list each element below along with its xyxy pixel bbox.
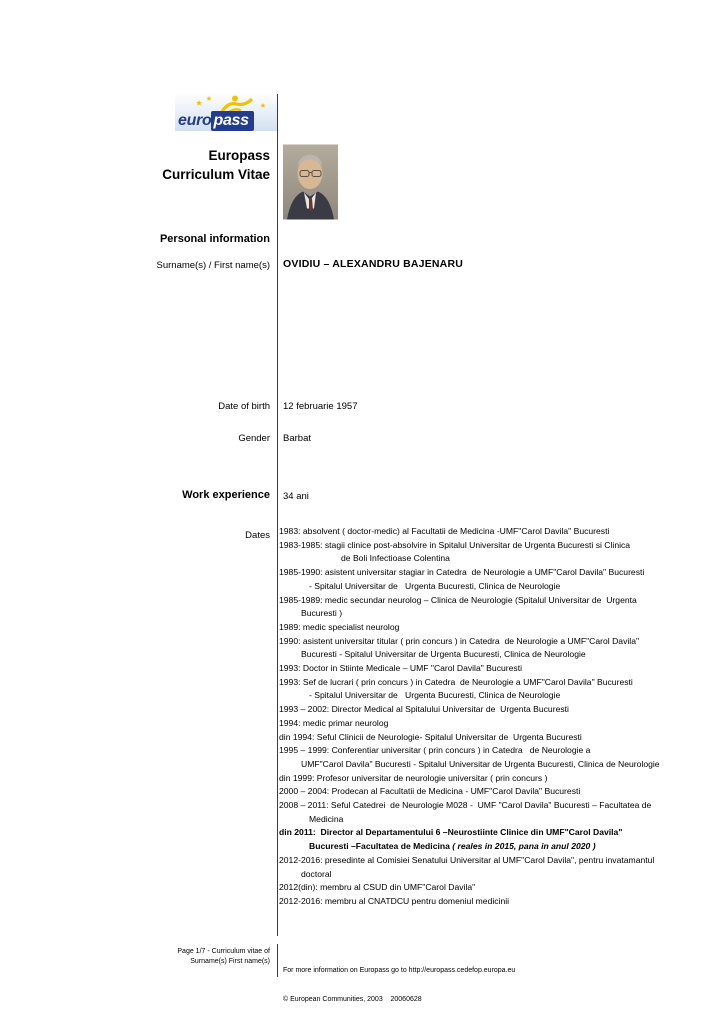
gender-value: Barbat [283,433,311,444]
work-experience-line: 1993: Doctor in Stiinte Medicale – UMF "Carol Davila" Bucuresti [279,663,523,674]
logo-pass-text: pass [211,111,253,131]
surname-firstname-label: Surname(s) / First name(s) [156,260,270,271]
work-experience-line: 1990: asistent universitar titular ( prin concurs ) in Catedra de Neurologie a UMF"Carol Davila" [279,635,640,646]
work-experience-line: 1983-1985: stagii clinice post-absolvire in Spitalul Universitar de Urgenta Bucuresti si Clinica [279,539,631,550]
work-experience-line: de Boli Infectioase Colentina [341,553,450,564]
work-experience-line: Bucuresti - Spitalul Universitar de Urgenta Bucuresti, Clinica de Neurologie [301,649,586,660]
footer-more-info-text: For more information on Europass go to [283,967,409,974]
work-experience-line: 1994: medic primar neurolog [279,717,389,728]
footer-page-number-line: Page 1/7 - Curriculum vitae of [177,948,270,955]
column-divider-line [277,94,278,936]
age-value: 34 ani [283,491,309,502]
surname-firstname-value: OVIDIU – ALEXANDRU BAJENARU [283,258,464,270]
date-of-birth-value: 12 februarie 1957 [283,401,358,412]
document-title [0,147,270,184]
gender-label: Gender [238,433,270,444]
work-experience-line: UMF"Carol Davila" Bucuresti - Spitalul Universitar de Urgenta Bucuresti, Clinica de Neurologie [301,758,660,769]
footer-name-line: Surname(s) First name(s) [190,957,270,965]
profile-photo [283,144,338,220]
work-experience-line: 1985-1989: medic secundar neurolog – Clinica de Neurologie (Spitalul Universitar de Urgenta [279,594,637,605]
work-experience-line: Bucuresti –Facultatea de Medicina ( reales in 2015, pana in anul 2020 ) [309,841,596,852]
portrait-image [283,144,338,220]
footer-copyright-line: © European Communities, 2003 20060628 [283,995,422,1003]
work-experience-line: doctoral [301,868,332,879]
work-experience-line: 1989: medic specialist neurolog [279,621,400,632]
footer-divider-line [277,944,278,977]
work-experience-line: 1983: absolvent ( doctor-medic) al Facultatii de Medicina -UMF"Carol Davila" Bucuresti [279,526,610,536]
footer-page-info [0,947,270,966]
footer-info [283,947,515,1023]
europass-wordmark [178,113,254,129]
work-experience-line: 2008 – 2011: Seful Catedrei de Neurologie M028 - UMF "Carol Davila" Bucuresti – Facultatea de [279,800,652,811]
work-experience-line: 1995 – 1999: Conferentiar universitar ( prin concurs ) in Catedra de Neurologie a [279,745,591,756]
work-experience-line: din 2011: Director al Departamentului 6 –Neurostiinte Clinice din UMF"Carol Davila" [279,827,623,838]
work-experience-line: Bucuresti ) [301,608,343,619]
work-experience-line: din 1999: Profesor universitar de neurologie universitar ( prin concurs ) [279,772,548,783]
work-experience-list [279,525,719,909]
work-experience-line: 2012(din): membru al CSUD din UMF"Carol Davila" [279,882,476,893]
dates-label: Dates [245,530,270,541]
work-experience-line: - Spitalul Universitar de Urgenta Bucuresti, Clinica de Neurologie [309,580,561,591]
work-experience-line: 2012-2016: presedinte al Comisiei Senatului Universitar al UMF"Carol Davila", pentru invatamantul [279,854,655,865]
work-experience-line: - Spitalul Universitar de Urgenta Bucuresti, Clinica de Neurologie [309,690,561,701]
work-experience-line: 2000 – 2004: Prodecan al Facultatii de Medicina - UMF"Carol Davila" Bucuresti [279,786,581,797]
work-experience-line: 2012-2016: membru al CNATDCU pentru domeniul medicinii [279,895,510,906]
date-of-birth-label: Date of birth [218,401,270,412]
logo-euro-text: euro [178,112,212,129]
work-experience-line: 1985-1990: asistent universitar stagiar in Catedra de Neurologie a UMF"Carol Davila" Bucuresti [279,567,645,578]
work-experience-line: Medicina [309,813,344,824]
section-work-experience: Work experience [182,489,270,501]
work-experience-line: 1993 – 2002: Director Medical al Spitalului Universitar de Urgenta Bucuresti [279,704,569,715]
work-experience-line: 1993: Sef de lucrari ( prin concurs ) in Catedra de Neurologie a UMF"Carol Davila" Bucuresti [279,676,633,687]
section-personal-information: Personal information [159,233,270,245]
footer-more-info-line [283,966,515,976]
title-line-europass: Europass [208,148,270,163]
europass-logo [175,94,277,131]
europass-url-link[interactable]: http://europass.cedefop.europa.eu [408,967,516,974]
work-experience-line: din 1994: Seful Clinicii de Neurologie- Spitalul Universitar de Urgenta Bucuresti [279,731,582,742]
title-line-curriculum-vitae: Curriculum Vitae [162,166,270,182]
